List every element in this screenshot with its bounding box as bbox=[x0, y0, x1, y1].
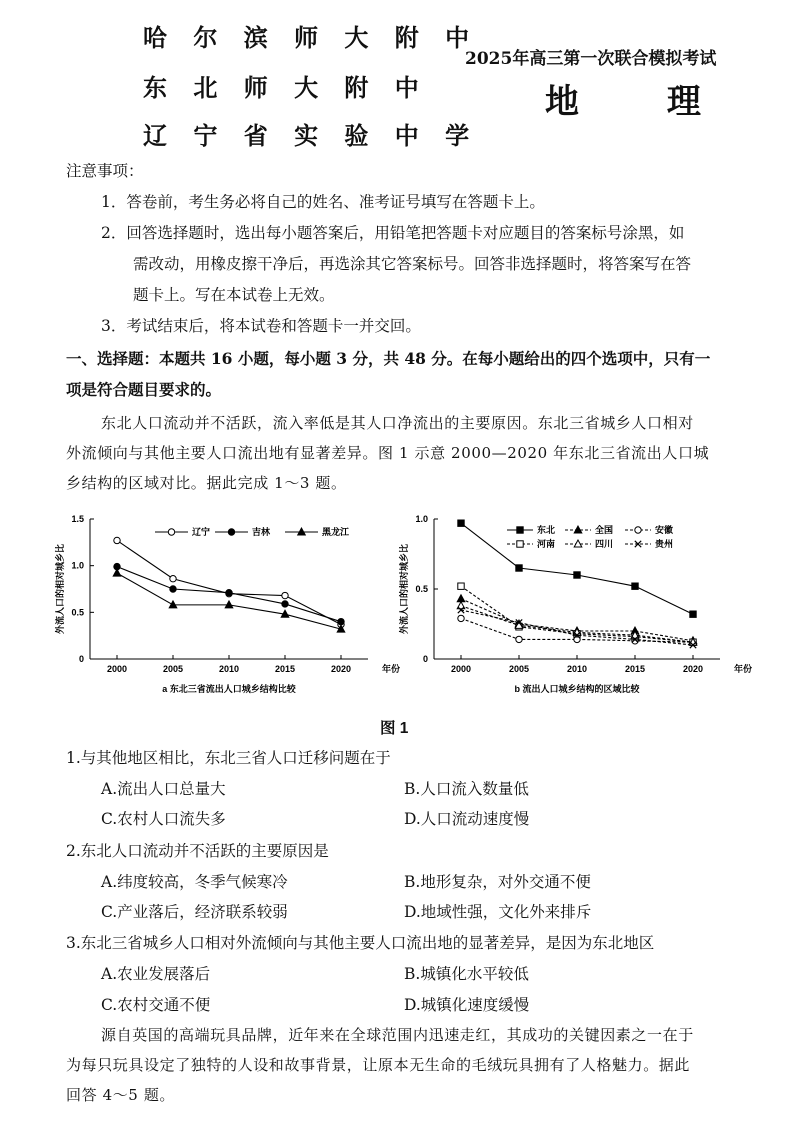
data-point bbox=[632, 583, 638, 589]
option-c: C.农村人口流失多 bbox=[101, 810, 226, 828]
x-tick-label: 2015 bbox=[624, 664, 646, 674]
legend-label: 全国 bbox=[595, 525, 614, 535]
x-tick-label: 2000 bbox=[450, 664, 472, 674]
legend-label: 辽宁 bbox=[192, 527, 211, 537]
subject-title: 地 理 bbox=[545, 82, 739, 122]
legend-marker bbox=[517, 541, 523, 547]
x-tick-label: 2010 bbox=[566, 664, 588, 674]
question-stem: 2.东北人口流动并不活跃的主要原因是 bbox=[66, 842, 329, 860]
y-tick-label: 0 bbox=[78, 654, 84, 664]
school-name-1: 哈 尔 滨 师 大 附 中 bbox=[143, 23, 479, 52]
x-tick-label: 2020 bbox=[682, 664, 704, 674]
legend-marker bbox=[168, 529, 174, 535]
data-point bbox=[113, 569, 121, 576]
notice-heading: 注意事项： bbox=[66, 162, 144, 180]
legend-label: 安徽 bbox=[655, 525, 674, 535]
data-point bbox=[690, 611, 696, 617]
x-tick-label: 2005 bbox=[162, 664, 184, 674]
option-b: B.地形复杂，对外交通不便 bbox=[404, 873, 591, 891]
y-axis-label: 外流人口的相对城乡比 bbox=[55, 543, 65, 635]
passage-line: 东北人口流动并不活跃，流入率低是其人口净流出的主要原因。东北三省城乡人口相对 bbox=[101, 414, 694, 432]
data-point bbox=[516, 565, 522, 571]
school-name-2: 东 北 师 大 附 中 bbox=[143, 73, 428, 102]
y-tick-label: 0 bbox=[422, 654, 428, 664]
notice-line: 2．回答选择题时，选出每小题答案后，用铅笔把答题卡对应题目的答案标号涂黑，如 bbox=[101, 224, 685, 242]
x-tick-label: 2010 bbox=[218, 664, 240, 674]
data-point bbox=[458, 520, 464, 526]
y-tick-label: 0.5 bbox=[71, 607, 84, 618]
data-point bbox=[114, 537, 120, 543]
section-heading: 一、选择题：本题共 16 小题，每小题 3 分，共 48 分。在每小题给出的四个选项中，只有一 bbox=[66, 349, 711, 368]
exam-title: 2025年高三第一次联合模拟考试 bbox=[465, 49, 717, 69]
option-a: A.农业发展落后 bbox=[101, 965, 211, 983]
x-axis-label: 年份 bbox=[382, 664, 401, 674]
legend-marker bbox=[228, 529, 234, 535]
legend-marker bbox=[517, 527, 523, 533]
notice-line: 题卡上。写在本试卷上无效。 bbox=[133, 286, 335, 304]
data-point bbox=[282, 601, 288, 607]
legend-marker bbox=[635, 527, 641, 533]
chart-b bbox=[400, 508, 760, 703]
option-a: A.纬度较高，冬季气候寒冷 bbox=[101, 873, 288, 891]
school-name-3: 辽 宁 省 实 验 中 学 bbox=[143, 121, 479, 150]
passage-line: 为每只玩具设定了独特的人设和故事背景，让原本无生命的毛绒玩具拥有了人格魅力。据此 bbox=[66, 1056, 691, 1074]
legend-label: 河南 bbox=[537, 539, 556, 549]
series-line bbox=[461, 523, 693, 614]
option-b: B.人口流入数量低 bbox=[404, 780, 529, 798]
chart-title: a 东北三省流出人口城乡结构比较 bbox=[162, 684, 296, 694]
x-tick-label: 2015 bbox=[274, 664, 296, 674]
section-heading-cont: 项是符合题目要求的。 bbox=[66, 380, 222, 399]
y-tick-label: 1.5 bbox=[71, 514, 84, 524]
option-d: D.人口流动速度慢 bbox=[404, 810, 530, 828]
x-tick-label: 2005 bbox=[508, 664, 530, 674]
legend-label: 吉林 bbox=[252, 527, 271, 537]
data-point bbox=[226, 590, 232, 596]
legend-label: 黑龙江 bbox=[322, 527, 350, 537]
option-b: B.城镇化水平较低 bbox=[404, 965, 529, 983]
y-tick-label: 1.0 bbox=[71, 560, 84, 571]
passage-line: 乡结构的区域对比。据此完成 1～3 题。 bbox=[66, 474, 347, 492]
notice-line: 需改动，用橡皮擦干净后，再选涂其它答案标号。回答非选择题时，将答案写在答 bbox=[133, 255, 692, 273]
legend-label: 四川 bbox=[595, 539, 614, 549]
notice-line: 3．考试结束后，将本试卷和答题卡一并交回。 bbox=[101, 317, 421, 335]
series-line bbox=[117, 540, 341, 624]
chart-title: b 流出人口城乡结构的区域比较 bbox=[514, 684, 640, 694]
x-axis-label: 年份 bbox=[734, 664, 753, 674]
legend-label: 东北 bbox=[537, 525, 556, 535]
x-tick-label: 2000 bbox=[106, 664, 128, 674]
passage-line: 源自英国的高端玩具品牌，近年来在全球范围内迅速走红，其成功的关键因素之一在于 bbox=[101, 1026, 694, 1044]
data-point bbox=[170, 576, 176, 582]
option-c: C.农村交通不便 bbox=[101, 996, 211, 1014]
data-point bbox=[282, 592, 288, 598]
data-point bbox=[170, 586, 176, 592]
passage-line: 回答 4～5 题。 bbox=[66, 1086, 176, 1104]
option-c: C.产业落后，经济联系较弱 bbox=[101, 903, 288, 921]
data-point bbox=[458, 615, 464, 621]
option-d: D.地域性强，文化外来排斥 bbox=[404, 903, 592, 921]
question-stem: 3.东北三省城乡人口相对外流倾向与其他主要人口流出地的显著差异，是因为东北地区 bbox=[66, 934, 655, 952]
figure-label: 图 1 bbox=[380, 720, 409, 737]
data-point bbox=[574, 572, 580, 578]
option-d: D.城镇化速度缓慢 bbox=[404, 996, 530, 1014]
data-point bbox=[338, 618, 344, 624]
legend-label: 贵州 bbox=[655, 539, 674, 549]
passage-line: 外流倾向与其他主要人口流出地有显著差异。图 1 示意 2000—2020 年东北三省流出人口城 bbox=[66, 444, 710, 462]
data-point bbox=[457, 595, 465, 602]
y-tick-label: 1.0 bbox=[415, 514, 428, 524]
data-point bbox=[516, 636, 522, 642]
x-tick-label: 2020 bbox=[330, 664, 352, 674]
data-point bbox=[458, 583, 464, 589]
question-stem: 1.与其他地区相比，东北三省人口迁移问题在于 bbox=[66, 749, 391, 767]
option-a: A.流出人口总量大 bbox=[101, 780, 226, 798]
chart-a bbox=[55, 508, 401, 703]
notice-line: 1．答卷前，考生务必将自己的姓名、准考证号填写在答题卡上。 bbox=[101, 193, 545, 211]
y-axis-label: 外流人口的相对城乡比 bbox=[399, 543, 409, 635]
y-tick-label: 0.5 bbox=[415, 584, 428, 594]
